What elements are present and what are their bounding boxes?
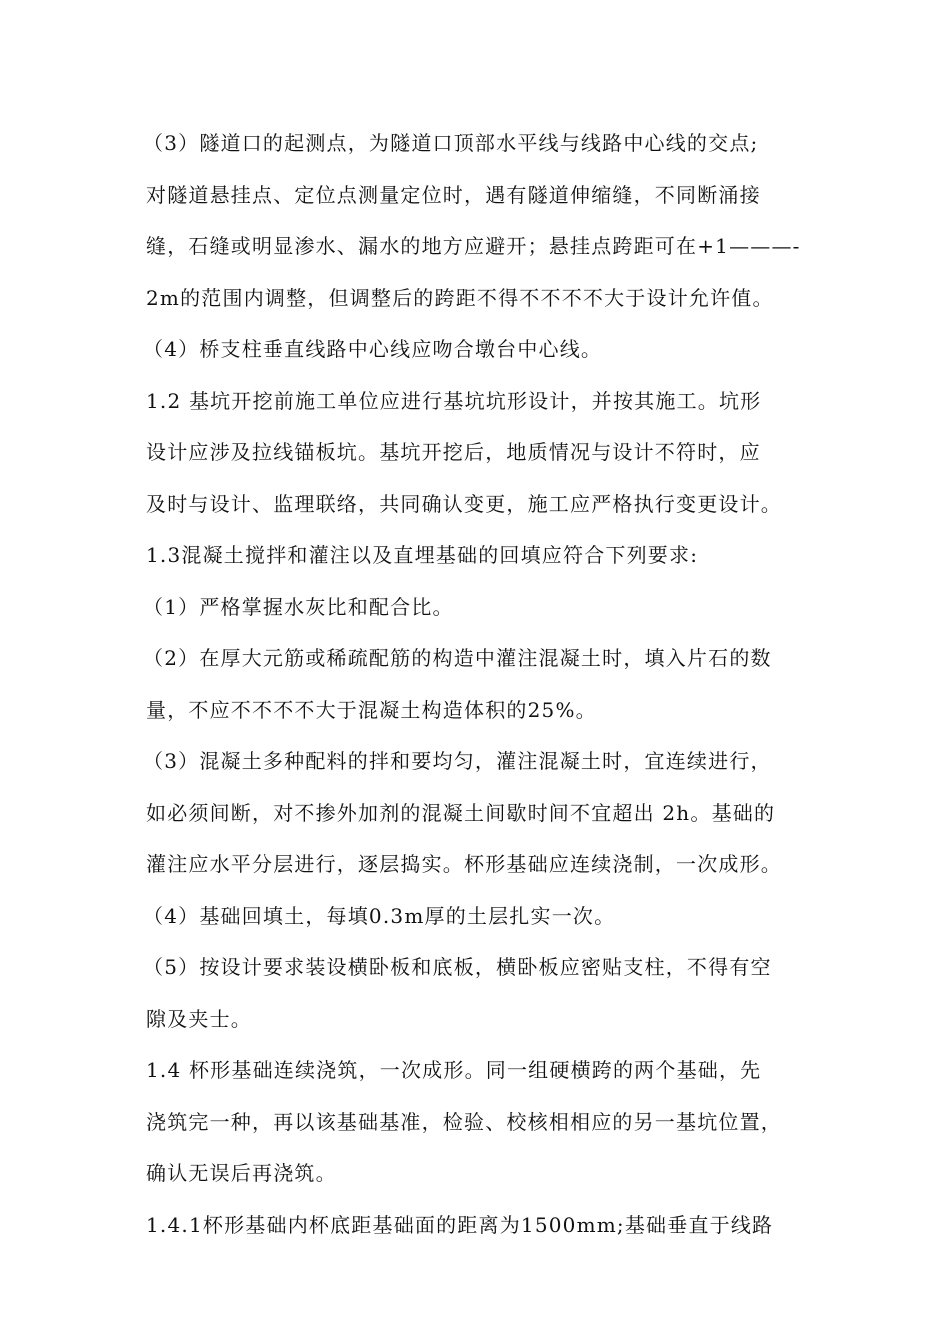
- text-line: 缝，石缝或明显渗水、漏水的地方应避开；悬挂点跨距可在+1———-: [146, 234, 801, 258]
- text-line: （4）基础回填土，每填0.3m厚的土层扎实一次。: [143, 903, 616, 928]
- text-line: （3）混凝土多种配料的拌和要均匀，灌注混凝土时，宜连续进行，: [143, 749, 772, 773]
- text-line: 设计应涉及拉线锚板坑。基坑开挖后，地质情况与设计不符时，应: [146, 440, 761, 464]
- text-line: 对隧道悬挂点、定位点测量定位时，遇有隧道伸缩缝，不同断涌接: [146, 182, 761, 207]
- text-line: 1.4 杯形基础连续浇筑，一次成形。同一组硬横跨的两个基础，先: [146, 1058, 762, 1082]
- text-line: （4）桥支柱垂直线路中心线应吻合墩台中心线。: [143, 337, 603, 361]
- text-line: （5）按设计要求装设横卧板和底板，横卧板应密贴支柱，不得有空: [143, 955, 772, 979]
- text-line: 隙及夹士。: [146, 1006, 252, 1031]
- text-line: 2m的范围内调整，但调整后的跨距不得不不不不大于设计允许值。: [146, 285, 774, 310]
- text-line: 灌注应水平分层进行，逐层捣实。杯形基础应连续浇制，一次成形。: [146, 852, 782, 876]
- text-line: 量，不应不不不不大于混凝土构造体积的25%。: [146, 697, 597, 722]
- text-line: （3）隧道口的起测点，为隧道口顶部水平线与线路中心线的交点;: [143, 131, 759, 155]
- text-line: 浇筑完一种，再以该基础基准，检验、校核相相应的另一基坑位置，: [146, 1109, 782, 1134]
- text-line: 如必须间断，对不掺外加剂的混凝土间歇时间不宜超出 2h。基础的: [146, 800, 776, 825]
- text-line: 及时与设计、监理联络，共同确认变更，施工应严格执行变更设计。: [146, 491, 782, 516]
- text-line: 1.4.1杯形基础内杯底距基础面的距离为1500mm;基础垂直于线路: [146, 1212, 774, 1237]
- document-body: [143, 118, 826, 1251]
- text-line: 1.3混凝土搅拌和灌注以及直埋基础的回填应符合下列要求:: [146, 543, 699, 567]
- text-line: （2）在厚大元筋或稀疏配筋的构造中灌注混凝土时，填入片石的数: [143, 646, 772, 670]
- text-line: （1）严格掌握水灰比和配合比。: [143, 594, 454, 619]
- text-line: 1.2 基坑开挖前施工单位应进行基坑坑形设计，并按其施工。坑形: [146, 388, 762, 413]
- text-line: 确认无误后再浇筑。: [146, 1161, 337, 1185]
